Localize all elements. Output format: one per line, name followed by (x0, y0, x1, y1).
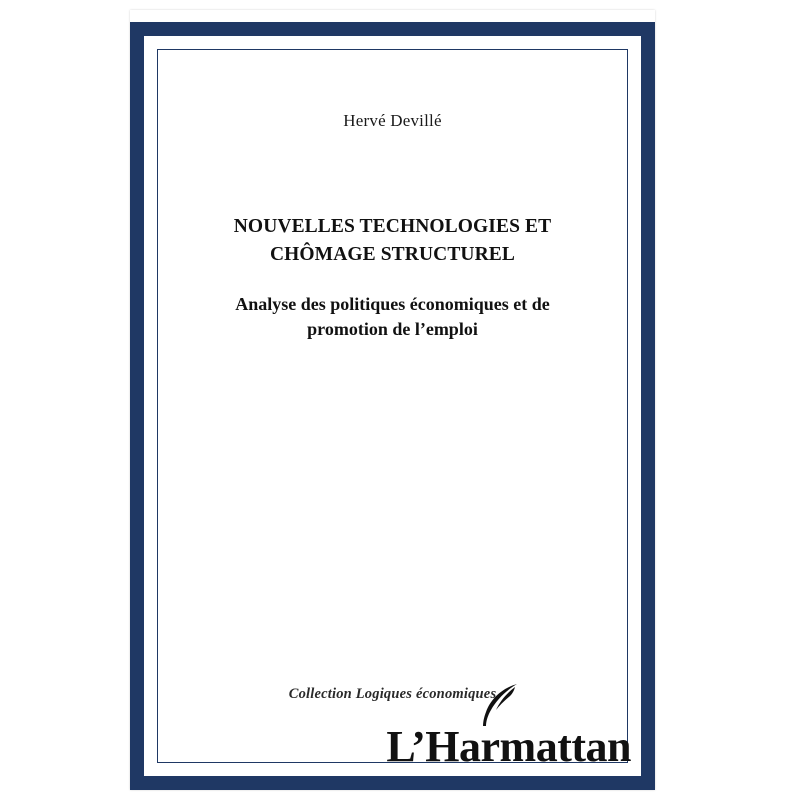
author-name: Hervé Devillé (343, 111, 442, 130)
book-subtitle-line-2: promotion de l’emploi (307, 319, 478, 340)
book-subtitle-line-1: Analyse des politiques économiques et de (235, 293, 550, 314)
title-block (187, 213, 598, 343)
publisher-name: L’Harmattan (386, 722, 631, 771)
book-cover (130, 10, 655, 790)
book-title-line-2: CHÔMAGE STRUCTUREL (269, 244, 516, 266)
publisher-logo (381, 690, 631, 780)
book-subtitle (187, 292, 598, 343)
book-title-line-1: NOUVELLES TECHNOLOGIES ET (233, 216, 552, 237)
cover-content (157, 49, 628, 763)
collection-label: Collection Logiques économiques (288, 686, 497, 702)
book-title (187, 213, 598, 270)
